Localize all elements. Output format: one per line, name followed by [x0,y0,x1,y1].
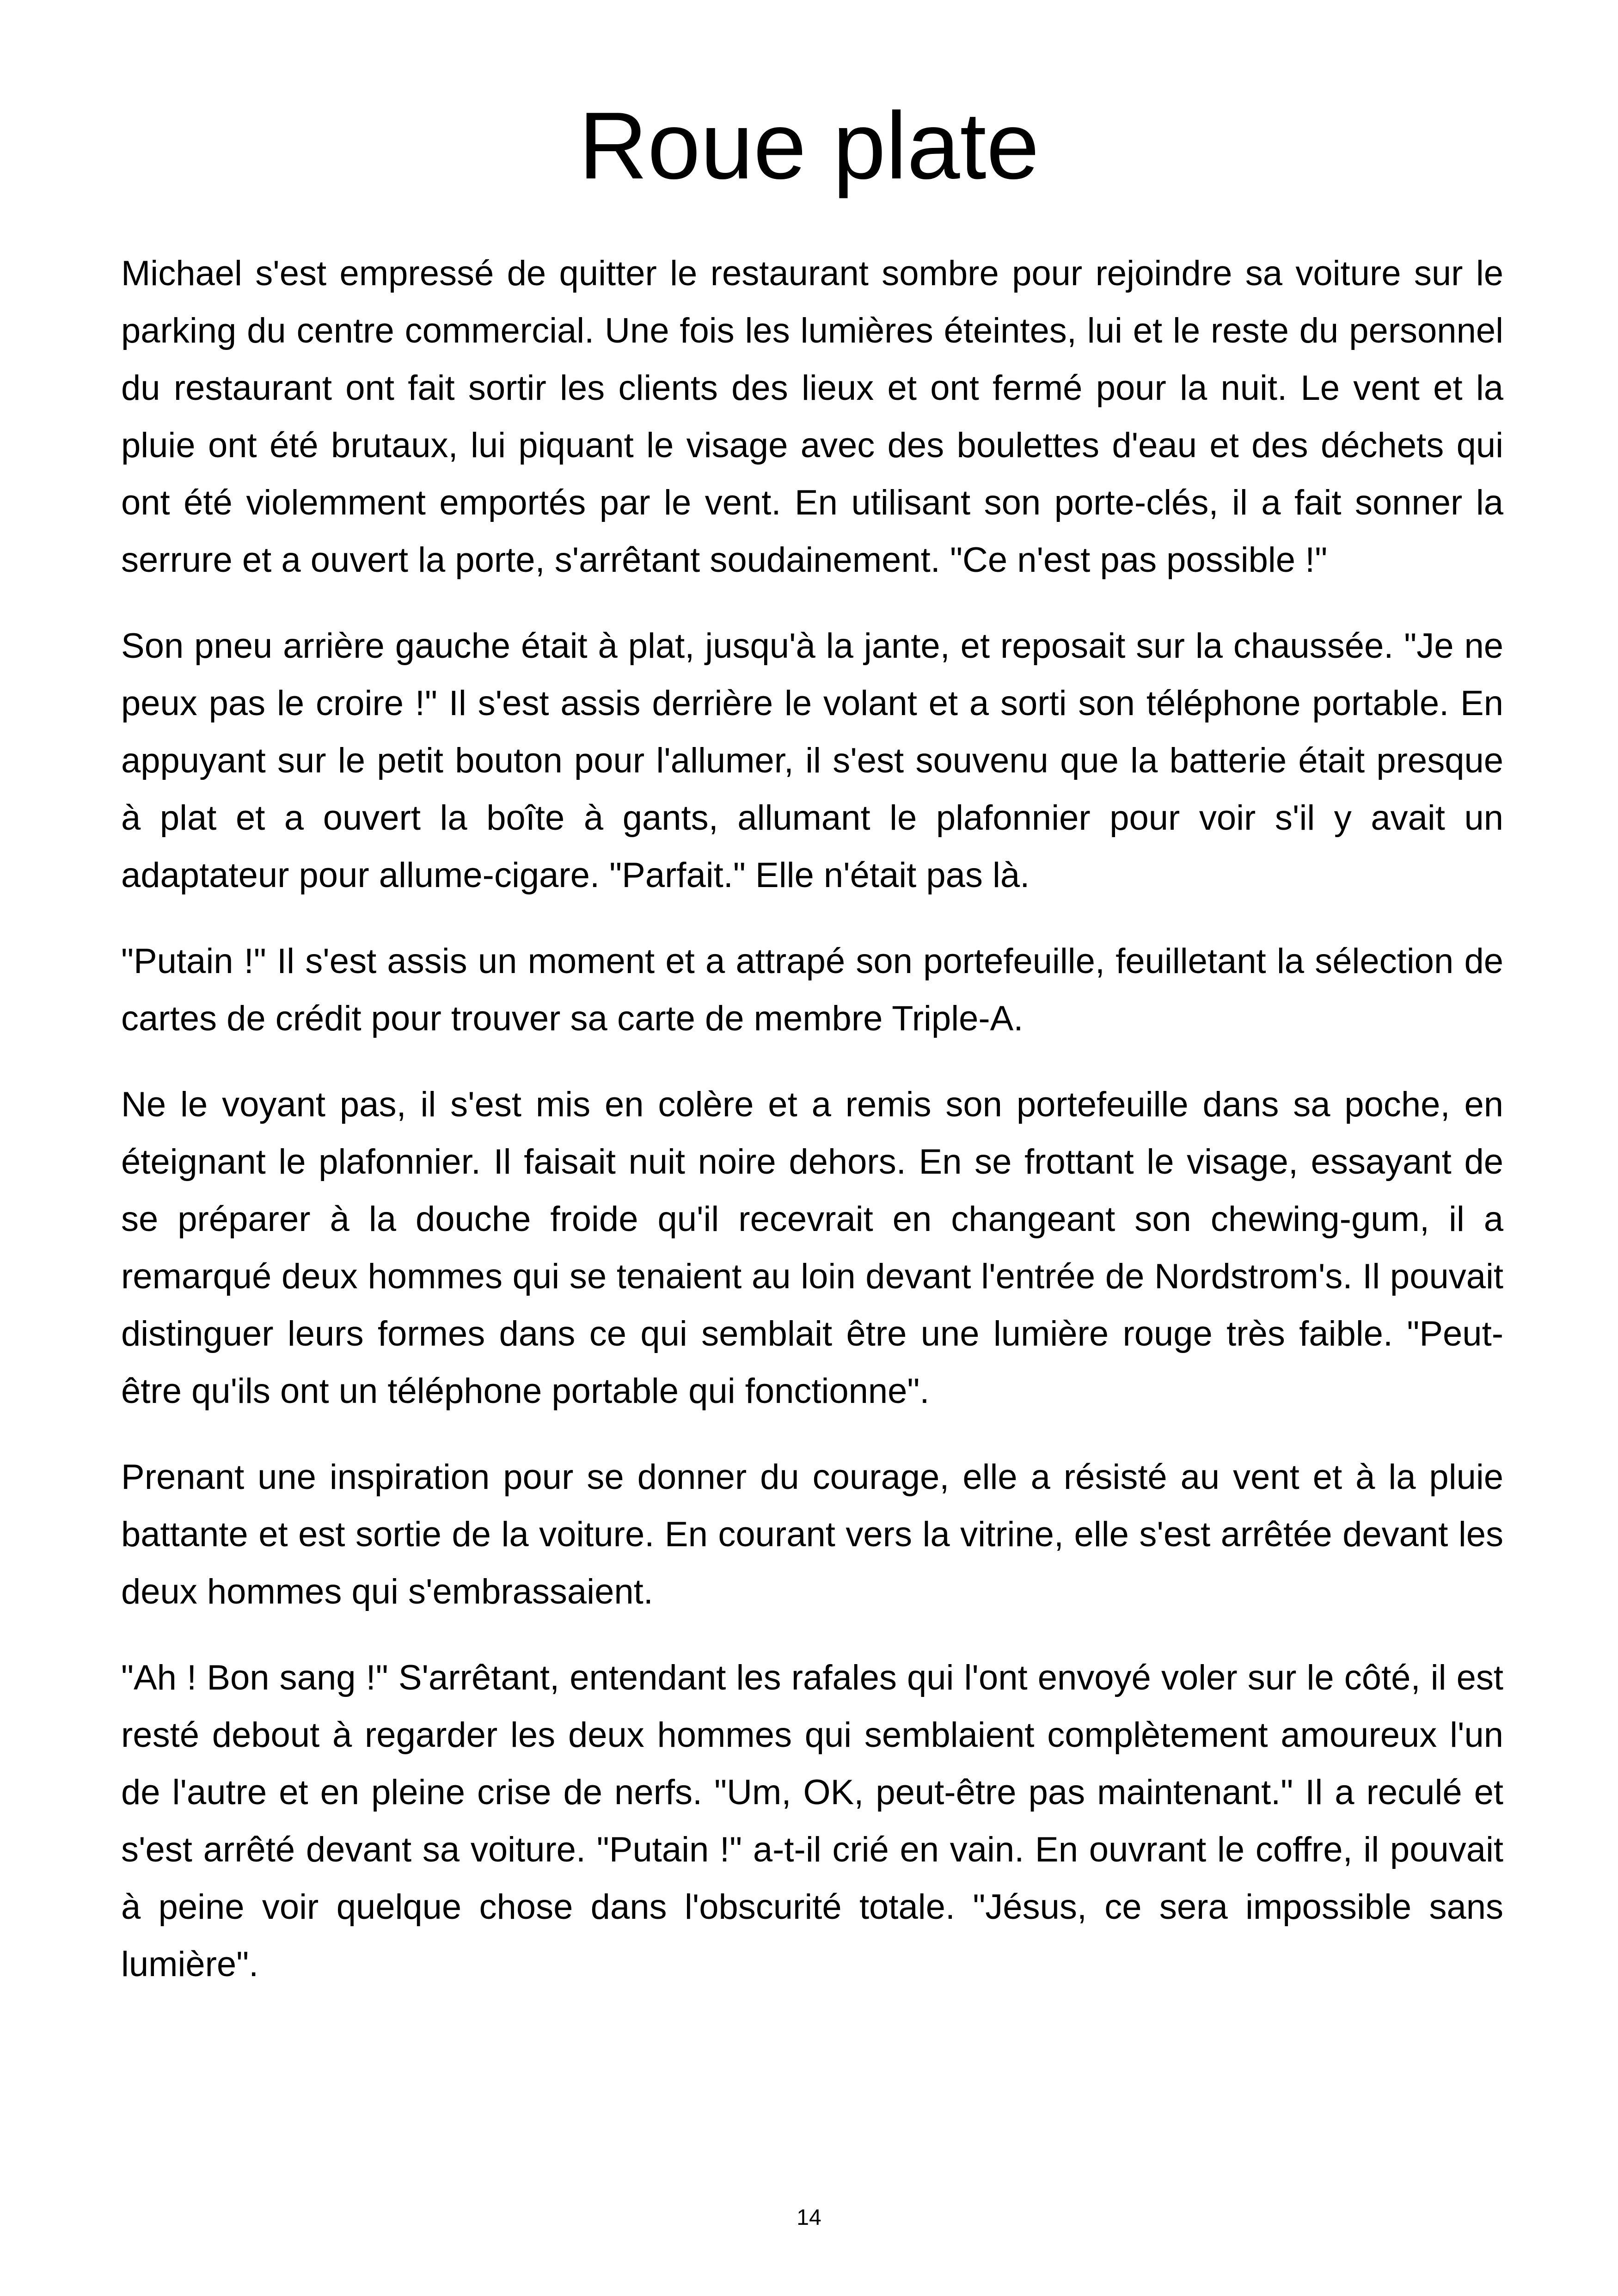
paragraph-6: "Ah ! Bon sang !" S'arrêtant, entendant les rafales qui l'ont envoyé voler sur le côté, il est resté debout à regarder les deux hommes qui semblaient complètement amoureux l'un de l'autre et en pleine crise de nerfs. "Um, OK, peut-être pas maintenant." Il a reculé et s'est arrêté devant sa voiture. "Putain !" a-t-il crié en vain. En ouvrant le coffre, il pouvait à peine voir quelque chose dans l'obscurité totale. "Jésus, ce sera impossible sans lumière". [121,1658,1503,1984]
body-text [121,245,1503,2022]
paragraph-5: Prenant une inspiration pour se donner du courage, elle a résisté au vent et à la pluie battante et est sortie de la voiture. En courant vers la vitrine, elle s'est arrêtée devant les deux hommes qui s'embrassaient. [121,1457,1503,1611]
paragraph-2: Son pneu arrière gauche était à plat, jusqu'à la jante, et reposait sur la chaussée. "Je ne peux pas le croire !" Il s'est assis derrière le volant et a sorti son téléphone portable. En appuyant sur le petit bouton pour l'allumer, il s'est souvenu que la batterie était presque à plat et a ouvert la boîte à gants, allumant le plafonnier pour voir s'il y avait un adaptateur pour allume-cigare. "Parfait." Elle n'était pas là. [121,626,1503,895]
paragraph-4: Ne le voyant pas, il s'est mis en colère et a remis son portefeuille dans sa poche, en éteignant le plafonnier. Il faisait nuit noire dehors. En se frottant le visage, essayant de se préparer à la douche froide qu'il recevrait en changeant son chewing-gum, il a remarqué deux hommes qui se tenaient au loin devant l'entrée de Nordstrom's. Il pouvait distinguer leurs formes dans ce qui semblait être une lumière rouge très faible. "Peut-être qu'ils ont un téléphone portable qui fonctionne". [121,1085,1503,1411]
paragraph-1: Michael s'est empressé de quitter le restaurant sombre pour rejoindre sa voiture sur le parking du centre commercial. Une fois les lumières éteintes, lui et le reste du personnel du restaurant ont fait sortir les clients des lieux et ont fermé pour la nuit. Le vent et la pluie ont été brutaux, lui piquant le visage avec des boulettes d'eau et des déchets qui ont été violemment emportés par le vent. En utilisant son porte-clés, il a fait sonner la serrure et a ouvert la porte, s'arrêtant soudainement. "Ce n'est pas possible !" [121,254,1503,580]
paragraph-3: "Putain !" Il s'est assis un moment et a attrapé son portefeuille, feuilletant la sélection de cartes de crédit pour trouver sa carte de membre Triple-A. [121,942,1503,1038]
page-title: Roue plate [578,92,1040,199]
page-number: 14 [797,2205,821,2230]
